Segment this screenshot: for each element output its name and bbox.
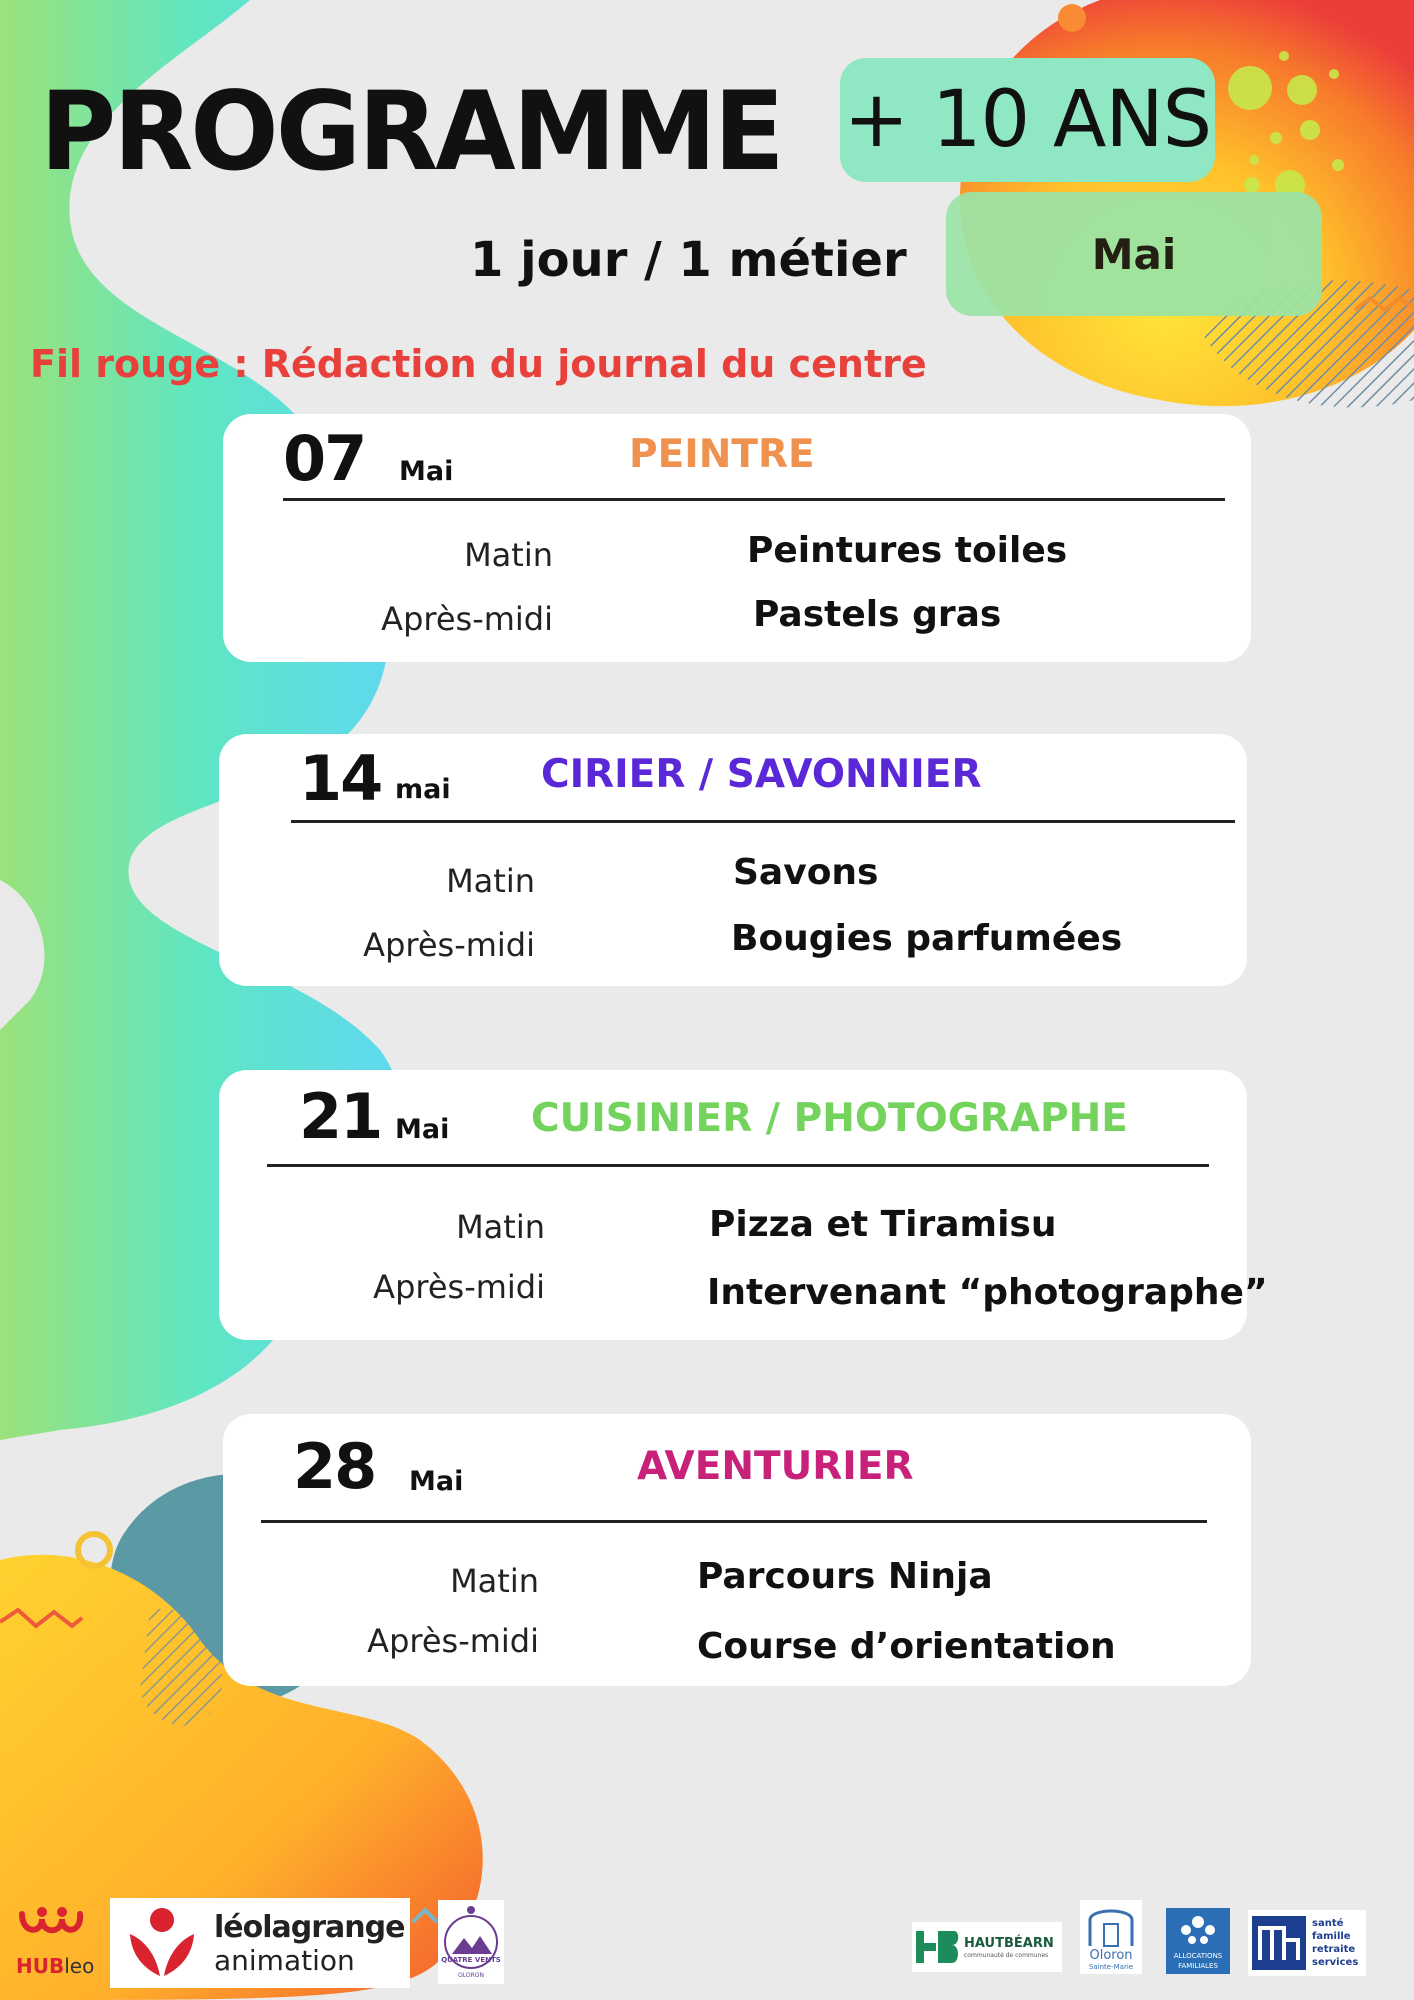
- morning-activity: Peintures toiles: [747, 530, 1068, 571]
- session-card: [223, 1414, 1251, 1686]
- quatrevents-name: QUATRE VENTS: [441, 1956, 501, 1964]
- afternoon-label: Après-midi: [373, 1268, 545, 1306]
- session-day: 14: [299, 742, 382, 815]
- session-job: AVENTURIER: [637, 1444, 914, 1489]
- hautbearn-logo: [912, 1922, 1062, 1972]
- session-card: [223, 414, 1251, 662]
- morning-activity: Parcours Ninja: [697, 1556, 993, 1597]
- quatrevents-logo: [438, 1900, 504, 1984]
- session-day: 28: [293, 1430, 376, 1503]
- session-job: PEINTRE: [629, 432, 815, 477]
- msa-logo: [1248, 1910, 1366, 1976]
- month-label: Mai: [1091, 229, 1177, 279]
- caf-line1: ALLOCATIONS: [1173, 1952, 1223, 1960]
- msa-line3: retraite: [1312, 1944, 1356, 1955]
- hautbearn-name: HAUTBÉARN: [964, 1936, 1054, 1951]
- page-title: PROGRAMME: [40, 66, 782, 196]
- hubleo-mark-icon: [12, 1904, 90, 1954]
- session-job: CIRIER / SAVONNIER: [541, 752, 982, 797]
- morning-label: Matin: [446, 862, 535, 900]
- caf-mark-icon: [1166, 1908, 1230, 1952]
- morning-label: Matin: [456, 1208, 545, 1246]
- oloron-crest-icon: [1080, 1900, 1142, 1950]
- hautbearn-sub: communauté de communes: [964, 1952, 1049, 1959]
- age-label: + 10 ANS: [843, 75, 1212, 165]
- leolagrange-tagline: animation: [214, 1944, 355, 1977]
- session-card: [219, 1070, 1268, 1340]
- divider: [283, 498, 1225, 501]
- session-month: Mai: [399, 456, 454, 487]
- hautbearn-mark-icon: [914, 1925, 962, 1969]
- session-day: 07: [283, 422, 366, 495]
- morning-label: Matin: [464, 536, 553, 574]
- oloron-name: Oloron: [1089, 1948, 1133, 1963]
- caf-logo: [1166, 1908, 1230, 1974]
- afternoon-activity: Intervenant “photographe”: [707, 1272, 1268, 1313]
- divider: [267, 1164, 1209, 1167]
- age-badge: [840, 58, 1215, 182]
- session-card: [219, 734, 1247, 986]
- session-month: Mai: [395, 1114, 450, 1145]
- chevron-up-icon: [410, 1906, 440, 1926]
- hubleo-logo: [12, 1904, 95, 1986]
- oloron-logo: [1080, 1900, 1142, 1974]
- month-badge: [946, 192, 1322, 316]
- msa-line4: services: [1312, 1957, 1359, 1968]
- morning-label: Matin: [450, 1562, 539, 1600]
- caf-line2: FAMILIALES: [1178, 1962, 1218, 1970]
- session-month: mai: [395, 774, 451, 805]
- hub-suffix: leo: [64, 1954, 95, 1978]
- oloron-sub: Sainte-Marie: [1088, 1963, 1134, 1971]
- quatrevents-city: OLORON: [458, 1972, 484, 1979]
- afternoon-activity: Pastels gras: [753, 594, 1002, 635]
- leolagrange-mark-icon: [122, 1904, 202, 1984]
- divider: [291, 820, 1235, 823]
- morning-activity: Pizza et Tiramisu: [709, 1204, 1057, 1245]
- afternoon-label: Après-midi: [363, 926, 535, 964]
- afternoon-activity: Course d’orientation: [697, 1626, 1116, 1667]
- afternoon-activity: Bougies parfumées: [731, 918, 1123, 959]
- msa-line2: famille: [1312, 1931, 1351, 1942]
- yellow-ring: [78, 1534, 110, 1566]
- leolagrange-logo: [110, 1898, 410, 1988]
- msa-mark-icon: [1252, 1916, 1306, 1970]
- subtitle: 1 jour / 1 métier: [470, 232, 907, 288]
- session-day: 21: [299, 1080, 382, 1153]
- session-month: Mai: [409, 1466, 464, 1497]
- msa-line1: santé: [1312, 1918, 1344, 1929]
- session-job: CUISINIER / PHOTOGRAPHE: [531, 1096, 1128, 1141]
- leolagrange-name: léolagrange: [214, 1910, 405, 1945]
- divider: [261, 1520, 1207, 1523]
- afternoon-label: Après-midi: [367, 1622, 539, 1660]
- afternoon-label: Après-midi: [381, 600, 553, 638]
- hub-label: HUB: [16, 1954, 65, 1978]
- morning-activity: Savons: [733, 852, 879, 893]
- thread-title: Fil rouge : Rédaction du journal du centre: [30, 342, 927, 386]
- orange-dot: [1058, 4, 1086, 32]
